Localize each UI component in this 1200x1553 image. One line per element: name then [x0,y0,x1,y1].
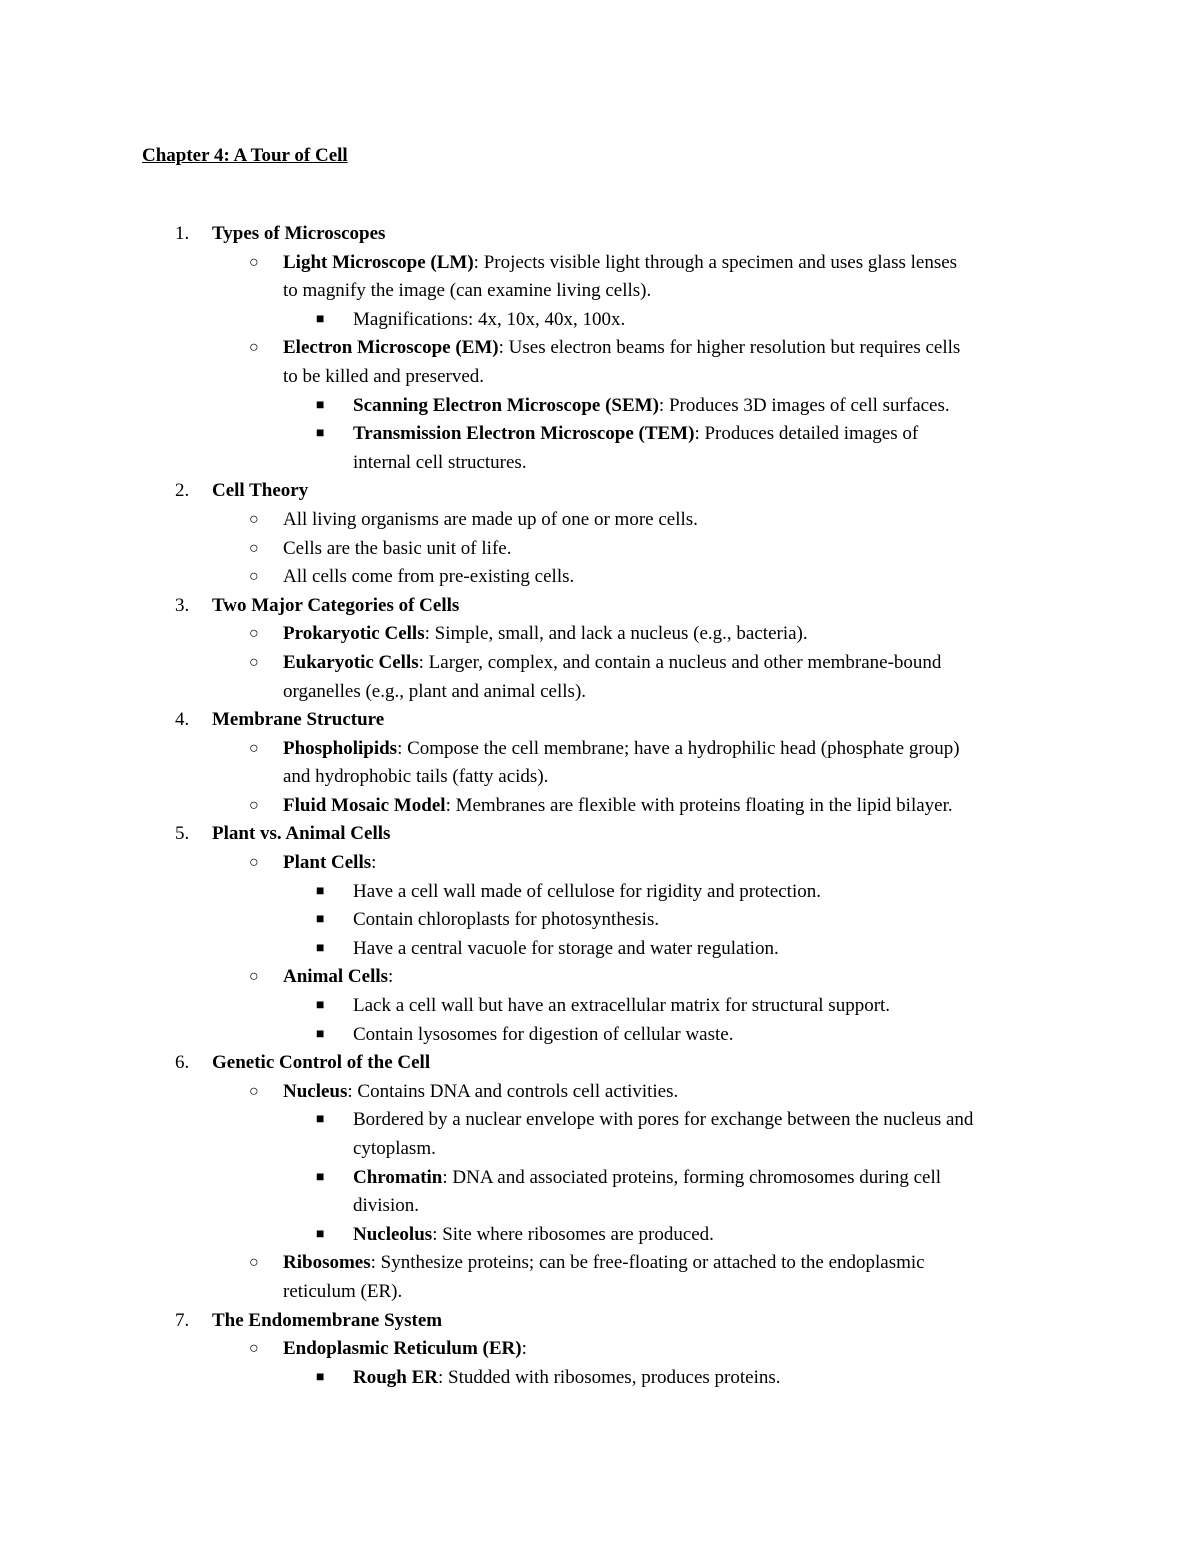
item-text [353,1221,1200,1250]
item-line: Lack a cell wall but have an extracellular matrix for structural support. [353,995,891,1017]
item-text [353,878,1200,907]
square-bullet-icon: ■ [316,912,325,928]
item-text [283,792,1200,821]
square-bullet-icon: ■ [316,883,325,899]
square-bullet-icon: ■ [316,1026,325,1042]
list-item [0,963,1200,992]
hollow-bullet-icon: ○ [249,625,259,643]
item-line: : Produces detailed images of [694,423,919,445]
item-line: : [371,852,377,874]
item-line: : Projects visible light through a specimen and uses glass lenses [473,251,958,273]
item-line: : DNA and associated proteins, forming chromosomes during cell [442,1166,942,1188]
sub-list-item [0,306,1200,335]
item-text [353,935,1200,964]
item-line: cytoplasm. [353,1138,436,1159]
item-term: Light Microscope (LM) [283,251,474,273]
item-text [353,906,1200,935]
square-bullet-icon: ■ [316,998,325,1014]
list-item [0,535,1200,564]
outline-list [0,220,1200,1392]
section-heading [0,220,1200,249]
sub-list-item [0,1364,1200,1393]
hollow-bullet-icon: ○ [249,739,259,757]
item-line: to be killed and preserved. [283,365,485,387]
section-heading [0,1049,1200,1078]
item-term: Animal Cells [283,966,389,988]
list-item-continued [0,678,1200,707]
item-line: Cells are the basic unit of life. [283,537,512,559]
item-line: organelles (e.g., plant and animal cells). [283,680,587,702]
sub-list-item [0,992,1200,1021]
hollow-bullet-icon: ○ [249,510,259,528]
list-item [0,735,1200,764]
item-line: Contain chloroplasts for photosynthesis. [353,909,660,931]
section-heading [0,477,1200,506]
item-text [283,334,1200,363]
item-line: : [521,1338,527,1360]
item-term: Chromatin [353,1166,443,1188]
square-bullet-icon: ■ [316,426,325,442]
item-term: Scanning Electron Microscope (SEM) [353,394,659,416]
list-item-continued [0,277,1200,306]
sub-list-item-continued [0,1135,1200,1164]
item-line: reticulum (ER). [283,1280,403,1302]
item-line: : [388,966,394,988]
square-bullet-icon: ■ [316,1112,325,1128]
section-title: Plant vs. Animal Cells [212,823,391,845]
hollow-bullet-icon: ○ [249,339,259,357]
section-number: 4. [175,709,190,731]
hollow-bullet-icon: ○ [249,1340,259,1358]
list-item [0,849,1200,878]
hollow-bullet-icon: ○ [249,1254,259,1272]
section-title: Types of Microscopes [212,223,386,244]
list-item [0,620,1200,649]
item-text [353,992,1200,1021]
list-item [0,1249,1200,1278]
item-line: division. [353,1195,419,1217]
square-bullet-icon: ■ [316,311,325,327]
item-text [283,1335,1200,1364]
list-item-continued [0,763,1200,792]
section-heading [0,592,1200,621]
section-number: 6. [175,1052,190,1074]
section-number: 3. [175,594,190,616]
section-number: 5. [175,823,190,845]
item-line: Have a cell wall made of cellulose for rigidity and protection. [353,880,821,902]
item-text [353,1021,1200,1050]
section-title: Cell Theory [212,480,309,502]
list-item-continued [0,1278,1200,1307]
item-text [283,249,1200,278]
item-line: Have a central vacuole for storage and water regulation. [353,937,779,959]
section-title: Membrane Structure [212,709,385,731]
item-line: and hydrophobic tails (fatty acids). [283,766,549,788]
section-heading [0,820,1200,849]
item-term: Phospholipids [283,737,398,759]
item-line: : Uses electron beams for higher resolution but requires cells [498,337,961,359]
item-term: Ribosomes [283,1252,371,1274]
item-line: : Membranes are flexible with proteins floating in the lipid bilayer. [445,794,953,816]
hollow-bullet-icon: ○ [249,854,259,872]
item-line: : Produces 3D images of cell surfaces. [658,394,950,416]
section-heading [0,1307,1200,1336]
item-term: Nucleus [283,1080,348,1102]
list-item [0,1335,1200,1364]
item-text [353,306,1200,335]
item-text [283,735,1200,764]
item-line: : Contains DNA and controls cell activities. [347,1080,679,1102]
sub-list-item-continued [0,449,1200,478]
item-text [283,649,1200,678]
item-text [353,1106,1200,1135]
item-text [353,420,1200,449]
hollow-bullet-icon: ○ [249,968,259,986]
item-term: Prokaryotic Cells [283,623,425,645]
item-text [353,1164,1200,1193]
sub-list-item [0,1221,1200,1250]
item-term: Electron Microscope (EM) [283,337,499,359]
section-title: The Endomembrane System [212,1309,443,1331]
item-line: internal cell structures. [353,451,527,473]
sub-list-item [0,935,1200,964]
hollow-bullet-icon: ○ [249,796,259,814]
section-number: 7. [175,1309,190,1331]
square-bullet-icon: ■ [316,1169,325,1185]
item-line: : Studded with ribosomes, produces proteins. [438,1366,781,1388]
section-title: Two Major Categories of Cells [212,594,460,616]
item-term: Rough ER [353,1366,438,1388]
item-term: Nucleolus [353,1223,433,1245]
section-title: Genetic Control of the Cell [212,1052,431,1074]
item-term: Endoplasmic Reticulum (ER) [283,1338,522,1360]
item-text [283,963,1200,992]
sub-list-item [0,906,1200,935]
item-text [353,1364,1200,1393]
hollow-bullet-icon: ○ [249,568,259,586]
item-text [283,849,1200,878]
sub-list-item [0,392,1200,421]
hollow-bullet-icon: ○ [249,253,259,271]
list-item [0,334,1200,363]
hollow-bullet-icon: ○ [249,1082,259,1100]
list-item [0,563,1200,592]
sub-list-item [0,1106,1200,1135]
section-number: 1. [175,223,190,244]
page-title: Chapter 4: A Tour of Cell [142,145,348,166]
sub-list-item [0,1021,1200,1050]
item-line: Magnifications: 4x, 10x, 40x, 100x. [353,308,626,330]
item-text [283,620,1200,649]
sub-list-item [0,1164,1200,1193]
hollow-bullet-icon: ○ [249,653,259,671]
item-term: Plant Cells [283,852,372,874]
item-line: : Larger, complex, and contain a nucleus and other membrane-bound [418,651,942,673]
list-item [0,506,1200,535]
item-line: Contain lysosomes for digestion of cellular waste. [353,1023,734,1045]
item-text [283,535,1200,564]
item-term: Eukaryotic Cells [283,651,419,673]
square-bullet-icon: ■ [316,940,325,956]
item-line: All cells come from pre-existing cells. [283,566,575,588]
list-item-continued [0,363,1200,392]
item-line: All living organisms are made up of one or more cells. [283,508,698,530]
section-number: 2. [175,480,190,502]
sub-list-item [0,420,1200,449]
list-item [0,249,1200,278]
item-text [283,1249,1200,1278]
item-line: Bordered by a nuclear envelope with pores for exchange between the nucleus and [353,1109,974,1131]
item-term: Fluid Mosaic Model [283,794,446,816]
hollow-bullet-icon: ○ [249,539,259,557]
list-item [0,1078,1200,1107]
item-line: to magnify the image (can examine living cells). [283,280,652,302]
sub-list-item-continued [0,1192,1200,1221]
item-line: : Simple, small, and lack a nucleus (e.g., bacteria). [424,623,808,645]
item-text [283,1078,1200,1107]
section-heading [0,706,1200,735]
sub-list-item [0,878,1200,907]
list-item [0,649,1200,678]
square-bullet-icon: ■ [316,397,325,413]
item-line: : Compose the cell membrane; have a hydrophilic head (phosphate group) [397,737,960,759]
item-text [283,563,1200,592]
item-term: Transmission Electron Microscope (TEM) [353,423,695,445]
item-text [353,392,1200,421]
item-text [283,506,1200,535]
item-line: : Site where ribosomes are produced. [432,1223,714,1245]
item-line: : Synthesize proteins; can be free-floating or attached to the endoplasmic [370,1252,925,1274]
list-item [0,792,1200,821]
square-bullet-icon: ■ [316,1369,325,1385]
square-bullet-icon: ■ [316,1226,325,1242]
